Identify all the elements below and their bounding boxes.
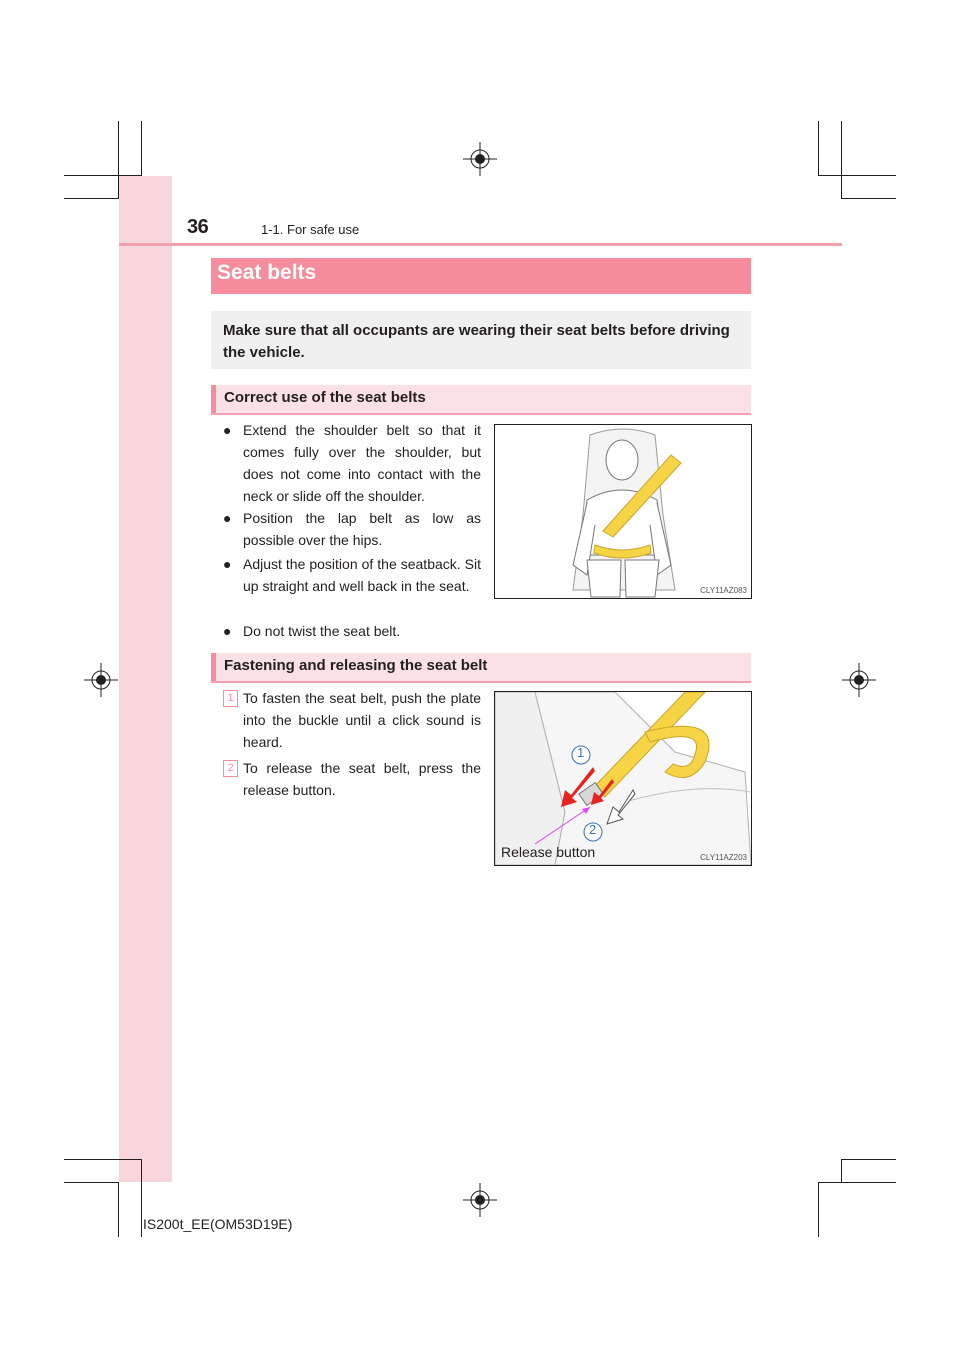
crop-mark xyxy=(841,1159,842,1182)
registration-mark-icon xyxy=(463,142,497,176)
registration-mark-icon xyxy=(463,1183,497,1217)
callout-1-label: 1 xyxy=(577,745,585,760)
occupant-illustration xyxy=(495,425,751,598)
section-heading-text: Correct use of the seat belts xyxy=(224,389,426,406)
crop-mark xyxy=(818,1182,819,1237)
crop-mark xyxy=(141,1159,142,1237)
step-text: To release the seat belt, press the release button. xyxy=(243,760,481,798)
bullet-text: Extend the shoulder belt so that it comes fully over the shoulder, but does not come into contact with the neck or slide off the shoulder. xyxy=(243,422,481,504)
section-heading-correct-use xyxy=(211,385,751,415)
bullet-icon: ● xyxy=(223,556,232,572)
bullet-item xyxy=(223,419,481,507)
crop-mark xyxy=(64,198,118,199)
crop-mark xyxy=(818,1182,896,1183)
title-bar xyxy=(211,258,751,294)
step-number-badge: 1 xyxy=(223,690,238,707)
document-code: IS200t_EE(OM53D19E) xyxy=(143,1216,293,1232)
bullet-item xyxy=(223,553,481,597)
page-number: 36 xyxy=(187,216,209,238)
crop-mark xyxy=(841,121,842,199)
crop-mark xyxy=(841,198,896,199)
crop-mark xyxy=(841,1159,896,1160)
release-button-label: Release button xyxy=(501,844,596,860)
side-band xyxy=(119,176,172,1182)
seated-occupant-figure xyxy=(494,424,752,599)
step-item xyxy=(223,687,481,753)
crop-mark xyxy=(64,1182,118,1183)
intro-text: Make sure that all occupants are wearing their seat belts before driving the vehicle. xyxy=(223,322,730,361)
bullet-text: Do not twist the seat belt. xyxy=(243,623,401,639)
bullet-icon: ● xyxy=(223,510,232,526)
figure-code: CLY11AZ083 xyxy=(700,586,747,595)
crop-mark xyxy=(818,175,896,176)
section-heading-fastening xyxy=(211,653,751,683)
buckle-figure xyxy=(494,691,752,866)
step-number-badge: 2 xyxy=(223,760,238,777)
crop-mark xyxy=(64,175,142,176)
bullet-item xyxy=(223,507,481,551)
bullet-icon: ● xyxy=(223,422,232,438)
step-text: To fasten the seat belt, push the plate into the buckle until a click sound is heard. xyxy=(243,690,481,750)
crop-mark xyxy=(118,121,119,199)
bullet-text: Position the lap belt as low as possible over the hips. xyxy=(243,510,481,548)
step-item xyxy=(223,757,481,801)
registration-mark-icon xyxy=(842,663,876,697)
callout-2-label: 2 xyxy=(589,822,597,837)
crop-mark xyxy=(118,1182,119,1237)
figure-code: CLY11AZ203 xyxy=(700,853,747,862)
page-title: Seat belts xyxy=(217,261,317,284)
crop-mark xyxy=(141,121,142,175)
bullet-item xyxy=(223,620,481,642)
section-heading-text: Fastening and releasing the seat belt xyxy=(224,657,488,674)
bullet-text: Adjust the position of the seatback. Sit up straight and well back in the seat. xyxy=(243,556,481,594)
crop-mark xyxy=(64,1159,142,1160)
buckle-illustration xyxy=(495,692,751,865)
header-rule xyxy=(119,243,842,246)
registration-mark-icon xyxy=(84,663,118,697)
bullet-icon: ● xyxy=(223,623,232,639)
intro-box xyxy=(211,311,751,369)
section-reference: 1-1. For safe use xyxy=(261,222,360,237)
crop-mark xyxy=(818,121,819,175)
